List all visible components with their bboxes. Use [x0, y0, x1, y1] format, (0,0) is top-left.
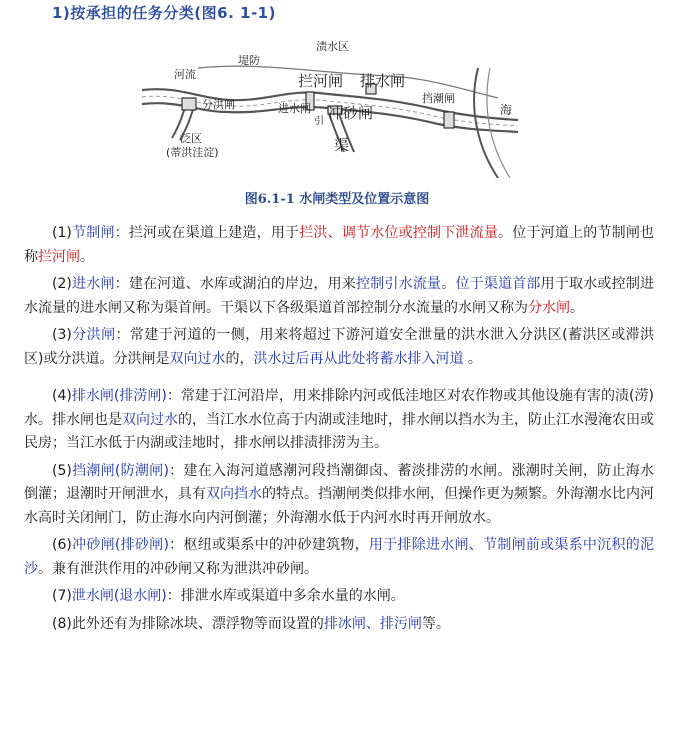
paragraph-number: (2)	[52, 276, 72, 292]
paragraph-number: (4)	[52, 388, 72, 404]
highlighted-term: 控制引水流量	[356, 276, 442, 292]
highlighted-term: 冲砂闸(排砂闸)	[71, 537, 169, 553]
label-canal: 渠	[334, 136, 350, 154]
paragraph-text: ：常建于江河沿岸，用来排除内河或低洼地区对农作物或其他设施有害的渍(涝)水。排水闸也是	[24, 388, 654, 428]
highlighted-term: 挡潮闸(防潮闸)	[71, 462, 169, 479]
sluice-diagram	[138, 28, 548, 178]
paragraph-text: 。兼有泄洪作用的冲砂闸又称为泄洪冲砂闸。	[38, 560, 318, 577]
paragraph-text: ：枢纽或渠系中的冲砂建筑物，	[168, 537, 369, 553]
highlighted-term: 分水闸	[528, 299, 570, 316]
figure-caption: 图6.1-1 水闸类型及位置示意图	[244, 192, 430, 207]
sluice-diagram-svg	[138, 28, 548, 178]
paragraph-text: 。	[441, 276, 456, 292]
highlighted-term: 分洪闸	[71, 327, 116, 343]
paragraph	[24, 585, 654, 609]
paragraph-text: ：常建于河道的一侧，用来将超过下游河道安全泄量的洪水泄入分洪区(蓄洪区或滞洪区)或分洪道。分洪闸是	[24, 327, 655, 367]
paragraph-text: ：排泄水库或渠道中多余水量的水闸。	[166, 588, 405, 604]
paragraph-number: (1)	[52, 225, 72, 241]
tide-gate-mark	[444, 112, 454, 128]
flood-diversion-gate-mark	[182, 98, 196, 110]
paragraph-text: ：拦河或在渠道上建造，用于	[114, 225, 300, 241]
label-intake-gate: 进水闸	[278, 102, 311, 115]
highlighted-term: 双向过水	[169, 350, 226, 367]
label-flood-diversion-gate: 分洪闸	[202, 98, 235, 111]
label-tide-gate: 挡潮闸	[422, 92, 455, 105]
highlighted-term: 用于排除进水闸、节制闸前或渠系中沉积的泥沙	[24, 537, 654, 577]
label-sluice-flushing-gate: 冲砂闸	[328, 104, 374, 122]
label-sea: 海	[500, 103, 513, 117]
label-flood-zone: 泛区	[180, 132, 202, 145]
paragraph-text: 。	[463, 350, 482, 367]
label-barrage: 拦河闸	[298, 72, 344, 90]
paragraph-text: 的，当江水水位高于内湖或洼地时，排水闸以挡水为主，防止江水漫淹农田或民房；当江水低于内湖或洼地时，排水闸以排渍排涝为主。	[24, 411, 654, 451]
label-waterlogged-area: 渍水区	[316, 40, 349, 53]
paragraph-text: 。位于河道上的节制闸也称	[24, 225, 655, 265]
highlighted-term: 洪水过后再从此处将蓄水排入河道	[253, 350, 464, 367]
label-drainage-gate: 排水闸	[360, 72, 406, 90]
highlighted-term: 排水闸(排涝闸)	[71, 388, 167, 404]
paragraph-number: (5)	[52, 462, 72, 479]
paragraph-text: 等。	[421, 615, 450, 632]
body-text	[24, 222, 654, 640]
highlighted-term: 节制闸	[71, 225, 115, 241]
paragraph-text: 的，	[225, 350, 254, 367]
highlighted-term: 拦河闸	[38, 248, 80, 265]
highlighted-term: 进水闸	[71, 276, 115, 292]
sea-coast-inner	[487, 68, 513, 178]
paragraph	[24, 324, 654, 371]
paragraph-text: 的特点。挡潮闸类似排水闸，但操作更为频繁。外海潮水比内河水高时关闭闸门，防止海水向内河倒灌；外海潮水低于内河水时再开闸放水。	[24, 486, 654, 526]
highlighted-term: 泄水闸(退水闸)	[71, 588, 167, 604]
paragraph-number: (8)	[52, 615, 72, 632]
paragraph	[24, 222, 654, 269]
label-yin: 引	[314, 116, 324, 127]
paragraph	[24, 385, 654, 456]
paragraph-text: 。	[570, 299, 584, 316]
paragraph-text: 。	[80, 248, 94, 265]
paragraph	[24, 534, 654, 581]
paragraph	[24, 613, 654, 637]
paragraph-text: ：建在河道、水库或湖泊的岸边，用来	[114, 276, 357, 292]
paragraph-text: 此外还有为排除冰块、漂浮物等而设置的	[71, 615, 324, 632]
highlighted-term: 排冰闸、排污闸	[323, 615, 422, 632]
highlighted-term: 双向过水	[122, 411, 178, 428]
paragraph-text: ：建在入海河道感潮河段挡潮御卤、蓄淡排涝的水闸。涨潮时关闸，防止海水倒灌；退潮时开闸泄水，具有	[24, 462, 654, 502]
paragraph	[24, 460, 654, 531]
section-heading: 1)按承担的任务分类(图6. 1-1)	[52, 4, 276, 22]
paragraph	[24, 273, 654, 320]
label-river: 河流	[174, 68, 196, 81]
highlighted-term: 位于渠道首部	[455, 276, 541, 292]
paragraph-text: 用于取水或控制进水流量的进水闸又称为渠首闸。干渠以下各级渠道首部控制分水流量的水闸又称为	[24, 276, 655, 316]
highlighted-term: 双向挡水	[206, 486, 262, 502]
paragraph-number: (6)	[52, 537, 72, 553]
paragraph-number: (3)	[52, 327, 72, 343]
label-flood-zone-note: (蒂洪洼淀)	[166, 146, 219, 159]
label-levee: 堤防	[238, 54, 260, 67]
paragraph-number: (7)	[52, 588, 72, 604]
highlighted-term: 拦洪、调节水位或控制下泄流量	[299, 225, 499, 241]
